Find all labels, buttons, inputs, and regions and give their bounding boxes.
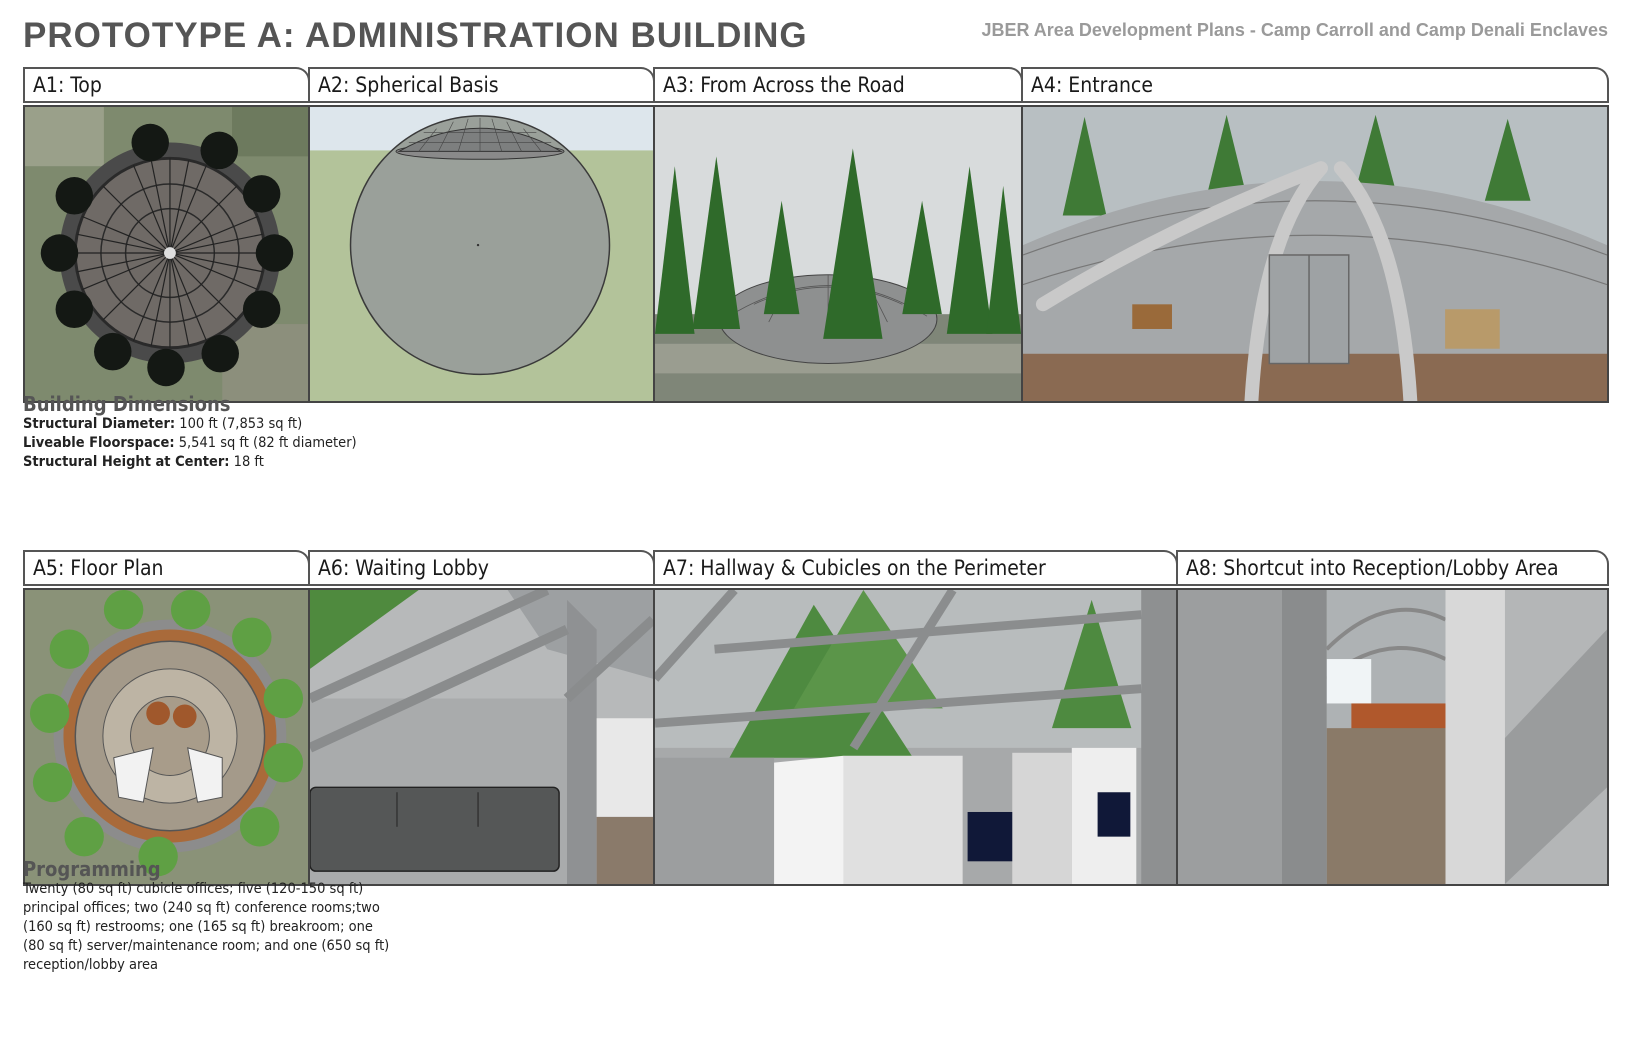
tab-baseline [23,101,1609,103]
tab-a1-top: A1: Top [23,67,310,101]
aerial-dome-top-image [23,105,310,403]
tab-baseline [23,584,1609,586]
tab-a6-waiting-lobby: A6: Waiting Lobby [308,550,655,584]
top-image-strip [23,105,1609,405]
bottom-figure-row [23,550,1609,888]
tab-a5-floor-plan: A5: Floor Plan [23,550,310,584]
programming-description: Twenty (80 sq ft) cubicle offices; five (120-150 sq ft) principal offices; two (240 sq ft) conference rooms;two (160 sq ft) restrooms; one (165 sq ft) breakroom; one (80 sq ft) server/maintenance room; and one (650 sq ft) reception/lobby area [23,881,390,973]
programming-heading: Programming [23,857,161,881]
tab-a8-shortcut-reception: A8: Shortcut into Reception/Lobby Area [1176,550,1609,584]
structural-diameter-line: Structural Diameter: 100 ft (7,853 sq ft) [23,416,303,432]
tab-a3-from-across-road: A3: From Across the Road [653,67,1023,101]
programming-block [23,858,393,975]
document-subtitle: JBER Area Development Plans - Camp Carroll and Camp Denali Enclaves [981,20,1608,40]
tab-a4-entrance: A4: Entrance [1021,67,1609,101]
dome-among-trees-image [653,105,1023,403]
building-dimensions-block [23,393,357,472]
dome-entrance-image [1021,105,1609,403]
building-dimensions-heading: Building Dimensions [23,392,231,416]
structural-height-line: Structural Height at Center: 18 ft [23,454,264,470]
waiting-lobby-image [308,588,655,886]
floor-plan-image [23,588,310,886]
top-figure-row [23,67,1609,405]
hallway-cubicles-image [653,588,1178,886]
top-tab-strip [23,67,1609,103]
liveable-floorspace-line: Liveable Floorspace: 5,541 sq ft (82 ft diameter) [23,435,357,451]
sphere-model-image [308,105,655,403]
reception-shortcut-image [1176,588,1609,886]
tab-a2-spherical-basis: A2: Spherical Basis [308,67,655,101]
bottom-image-strip [23,588,1609,888]
bottom-tab-strip [23,550,1609,586]
tab-a7-hallway-cubicles: A7: Hallway & Cubicles on the Perimeter [653,550,1178,584]
page-title: PROTOTYPE A: ADMINISTRATION BUILDING [23,16,808,55]
